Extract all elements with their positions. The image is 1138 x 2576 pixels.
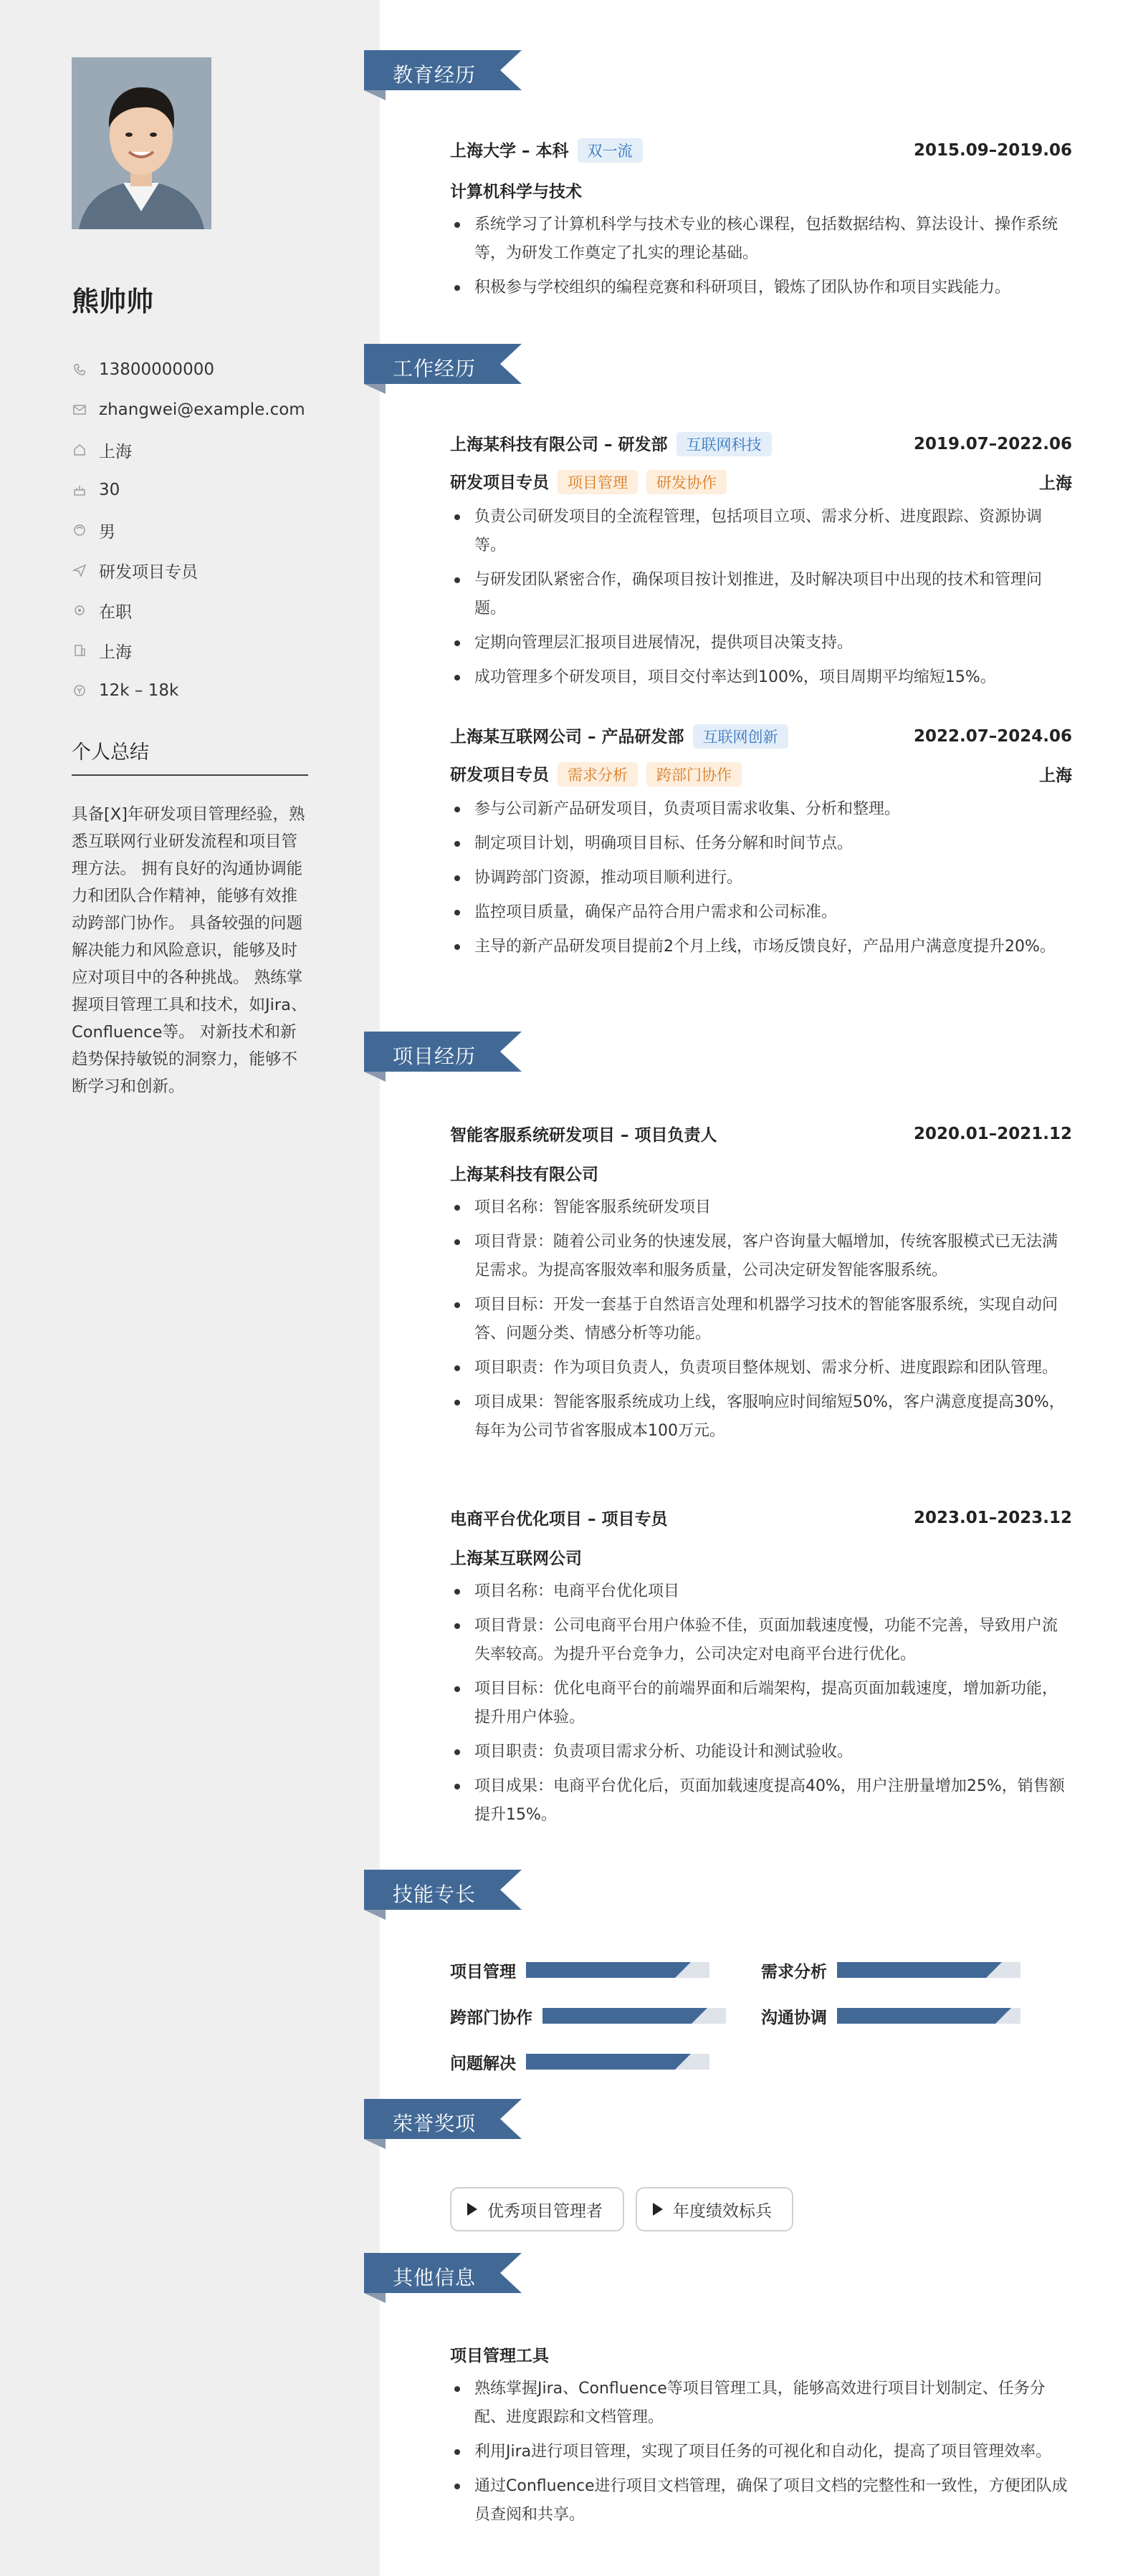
list-item: 熟练掌握Jira、Confluence等项目管理工具，能够高效进行项目计划制定、任务分配、进度跟踪和文档管理。 bbox=[450, 2375, 1072, 2432]
school-name: 上海大学 – 本科 bbox=[450, 142, 569, 160]
list-item: 积极参与学校组织的编程竞赛和科研项目，锻炼了团队协作和项目实践能力。 bbox=[450, 274, 1072, 302]
skill-name: 跨部门协作 bbox=[450, 2008, 532, 2027]
work-city: 上海 bbox=[1039, 474, 1072, 493]
skill-bar-fill bbox=[837, 2008, 995, 2024]
project-company: 上海某互联网公司 bbox=[450, 1549, 582, 1568]
home-icon bbox=[72, 442, 87, 458]
contact-text: 30 bbox=[99, 481, 120, 499]
contact-list bbox=[72, 350, 305, 711]
list-item: 与研发团队紧密合作，确保项目按计划推进，及时解决项目中出现的技术和管理问题。 bbox=[450, 566, 1072, 623]
role: 研发项目专员 bbox=[450, 766, 549, 784]
section-title: 荣誉奖项 bbox=[393, 2112, 477, 2135]
gender-icon bbox=[72, 522, 87, 538]
project-title: 电商平台优化项目 – 项目专员 bbox=[450, 1510, 668, 1529]
skill-name: 沟通协调 bbox=[761, 2008, 827, 2027]
section-title: 技能专长 bbox=[393, 1883, 477, 1906]
contact-text: 12k – 18k bbox=[99, 681, 179, 700]
skill-bar bbox=[837, 2008, 1020, 2024]
list-item: 协调跨部门资源，推动项目顺利进行。 bbox=[450, 864, 1072, 893]
contact-position bbox=[72, 550, 305, 590]
skill-bar-cap bbox=[675, 1962, 691, 1978]
contact-gender bbox=[72, 510, 305, 550]
education-entry bbox=[450, 138, 1072, 302]
skill-item bbox=[450, 2004, 761, 2028]
award-badge bbox=[636, 2187, 793, 2231]
section-header-work bbox=[364, 344, 529, 395]
skill-item bbox=[761, 1959, 1072, 1982]
skill-bar-fill bbox=[542, 2008, 692, 2024]
contact-age bbox=[72, 470, 305, 510]
contact-text: 上海 bbox=[99, 442, 132, 461]
section-title: 项目经历 bbox=[393, 1044, 477, 1068]
sidebar bbox=[0, 0, 380, 2576]
contact-salary bbox=[72, 671, 305, 711]
work-date: 2022.07–2024.06 bbox=[913, 726, 1072, 746]
project-title: 智能客服系统研发项目 – 项目负责人 bbox=[450, 1126, 717, 1145]
skill-tag: 项目管理 bbox=[558, 470, 638, 494]
company-name: 上海某互联网公司 – 产品研发部 bbox=[450, 728, 684, 746]
project-company: 上海某科技有限公司 bbox=[450, 1166, 598, 1184]
list-item: 通过Confluence进行项目文档管理，确保了项目文档的完整性和一致性，方便团队成员查阅和共享。 bbox=[450, 2472, 1072, 2529]
work-city: 上海 bbox=[1039, 766, 1072, 785]
award-label: 优秀项目管理者 bbox=[487, 2201, 603, 2221]
list-item: 项目背景：随着公司业务的快速发展，客户咨询量大幅增加，传统客服模式已无法满足需求。为提高客服效率和服务质量，公司决定研发智能客服系统。 bbox=[450, 1228, 1072, 1285]
section-title: 工作经历 bbox=[393, 357, 477, 380]
skill-tag: 需求分析 bbox=[558, 762, 638, 787]
list-item: 项目职责：作为项目负责人，负责项目整体规划、需求分析、进度跟踪和团队管理。 bbox=[450, 1354, 1072, 1383]
list-item: 项目成果：智能客服系统成功上线，客服响应时间缩短50%，客户满意度提高30%，每年为公司节省客服成本100万元。 bbox=[450, 1388, 1072, 1446]
industry-tag: 互联网创新 bbox=[693, 724, 788, 749]
contact-phone bbox=[72, 350, 305, 390]
skill-item bbox=[761, 2004, 1072, 2028]
skill-item bbox=[450, 1959, 761, 1982]
contact-text: 在职 bbox=[99, 602, 132, 622]
contact-text: 男 bbox=[99, 522, 115, 542]
list-item: 项目目标：优化电商平台的前端界面和后端架构，提高页面加载速度，增加新功能，提升用户体验。 bbox=[450, 1675, 1072, 1732]
candidate-name: 熊帅帅 bbox=[72, 286, 154, 317]
skill-bar-fill bbox=[526, 2054, 675, 2070]
contact-text: 13800000000 bbox=[99, 360, 214, 379]
skill-bar bbox=[526, 2054, 709, 2070]
send-icon bbox=[72, 562, 87, 578]
section-header-projects bbox=[364, 1032, 529, 1083]
other-title: 项目管理工具 bbox=[450, 2347, 549, 2365]
skill-bar-fill bbox=[837, 1962, 986, 1978]
contact-email bbox=[72, 390, 305, 430]
work-entry-1 bbox=[450, 431, 1072, 692]
contact-text: zhangwei@example.com bbox=[99, 400, 305, 419]
list-item: 负责公司研发项目的全流程管理，包括项目立项、需求分析、进度跟踪、资源协调等。 bbox=[450, 503, 1072, 560]
section-header-skills bbox=[364, 1870, 529, 1921]
list-item: 项目背景：公司电商平台用户体验不佳，页面加载速度慢，功能不完善，导致用户流失率较高。为提升平台竞争力，公司决定对电商平台进行优化。 bbox=[450, 1612, 1072, 1669]
list-item: 项目名称：电商平台优化项目 bbox=[450, 1577, 1072, 1606]
skill-bar bbox=[526, 1962, 709, 1978]
skill-item bbox=[450, 2050, 767, 2074]
project-date: 2023.01–2023.12 bbox=[913, 1508, 1072, 1527]
summary-title: 个人总结 bbox=[72, 736, 308, 776]
phone-icon bbox=[72, 362, 87, 378]
list-item: 制定项目计划，明确项目目标、任务分解和时间节点。 bbox=[450, 830, 1072, 858]
project-date: 2020.01–2021.12 bbox=[913, 1124, 1072, 1143]
skill-bar-cap bbox=[986, 1962, 1002, 1978]
building-icon bbox=[72, 643, 87, 658]
list-item: 项目职责：负责项目需求分析、功能设计和测试验收。 bbox=[450, 1738, 1072, 1767]
industry-tag: 互联网科技 bbox=[676, 432, 772, 456]
project-entry-2 bbox=[450, 1506, 1072, 1830]
play-icon bbox=[653, 2203, 663, 2216]
mail-icon bbox=[72, 402, 87, 418]
summary-text: 具备[X]年研发项目管理经验，熟悉互联网行业研发流程和项目管理方法。 拥有良好的沟通协调能力和团队合作精神，能够有效推动跨部门协作。 具备较强的问题解决能力和风险意识，能够及时应对项目中的各种挑战。 熟练掌握项目管理工具和技术，如Jira、Confluence等。 对新技术和新趋势保持敏锐的洞察力，能够不断学习和创新。 bbox=[72, 805, 307, 1096]
company-name: 上海某科技有限公司 – 研发部 bbox=[450, 436, 668, 454]
section-header-education bbox=[364, 50, 529, 102]
other-info bbox=[450, 2342, 1072, 2529]
list-item: 参与公司新产品研发项目，负责项目需求收集、分析和整理。 bbox=[450, 795, 1072, 824]
list-item: 利用Jira进行项目管理，实现了项目任务的可视化和自动化，提高了项目管理效率。 bbox=[450, 2438, 1072, 2466]
work-entry-2 bbox=[450, 724, 1072, 961]
avatar bbox=[72, 57, 211, 229]
list-item: 主导的新产品研发项目提前2个月上线，市场反馈良好，产品用户满意度提升20%。 bbox=[450, 933, 1072, 961]
list-item: 项目成果：电商平台优化后，页面加载速度提高40%，用户注册量增加25%，销售额提升15%。 bbox=[450, 1772, 1072, 1830]
skills-grid bbox=[450, 1947, 1072, 2085]
section-header-awards bbox=[364, 2099, 529, 2150]
role: 研发项目专员 bbox=[450, 474, 549, 492]
project-entry-1 bbox=[450, 1122, 1072, 1446]
play-icon bbox=[467, 2203, 477, 2216]
cake-icon bbox=[72, 482, 87, 498]
status-icon bbox=[72, 602, 87, 618]
skill-tag: 研发协作 bbox=[646, 470, 727, 494]
work-date: 2019.07–2022.06 bbox=[913, 434, 1072, 453]
list-item: 项目名称：智能客服系统研发项目 bbox=[450, 1193, 1072, 1222]
salary-icon bbox=[72, 683, 87, 698]
skill-name: 需求分析 bbox=[761, 1962, 827, 1981]
skill-bar bbox=[837, 1962, 1020, 1978]
major: 计算机科学与技术 bbox=[450, 183, 582, 201]
skill-bar bbox=[542, 2008, 726, 2024]
skill-bar-fill bbox=[526, 1962, 675, 1978]
list-item: 系统学习了计算机科学与技术专业的核心课程，包括数据结构、算法设计、操作系统等，为研发工作奠定了扎实的理论基础。 bbox=[450, 211, 1072, 268]
avatar-photo bbox=[72, 57, 211, 229]
contact-location bbox=[72, 430, 305, 470]
school-tag: 双一流 bbox=[578, 138, 643, 163]
list-item: 监控项目质量，确保产品符合用户需求和公司标准。 bbox=[450, 898, 1072, 927]
contact-text: 上海 bbox=[99, 643, 132, 662]
contact-city bbox=[72, 630, 305, 671]
section-title: 其他信息 bbox=[393, 2266, 477, 2289]
education-date: 2015.09–2019.06 bbox=[913, 140, 1072, 160]
contact-text: 研发项目专员 bbox=[99, 562, 198, 582]
contact-status bbox=[72, 590, 305, 630]
award-badge bbox=[450, 2187, 624, 2231]
list-item: 成功管理多个研发项目，项目交付率达到100%，项目周期平均缩短15%。 bbox=[450, 663, 1072, 692]
list-item: 项目目标：开发一套基于自然语言处理和机器学习技术的智能客服系统，实现自动问答、问题分类、情感分析等功能。 bbox=[450, 1291, 1072, 1348]
skill-tag: 跨部门协作 bbox=[646, 762, 742, 787]
skill-bar-cap bbox=[675, 2054, 691, 2070]
award-label: 年度绩效标兵 bbox=[673, 2201, 772, 2221]
section-title: 教育经历 bbox=[393, 63, 477, 87]
section-header-other bbox=[364, 2253, 529, 2305]
skill-bar-cap bbox=[995, 2008, 1011, 2024]
list-item: 定期向管理层汇报项目进展情况，提供项目决策支持。 bbox=[450, 629, 1072, 658]
skill-name: 问题解决 bbox=[450, 2054, 516, 2073]
awards-list bbox=[450, 2187, 1072, 2231]
skill-name: 项目管理 bbox=[450, 1962, 516, 1981]
skill-bar-cap bbox=[692, 2008, 707, 2024]
